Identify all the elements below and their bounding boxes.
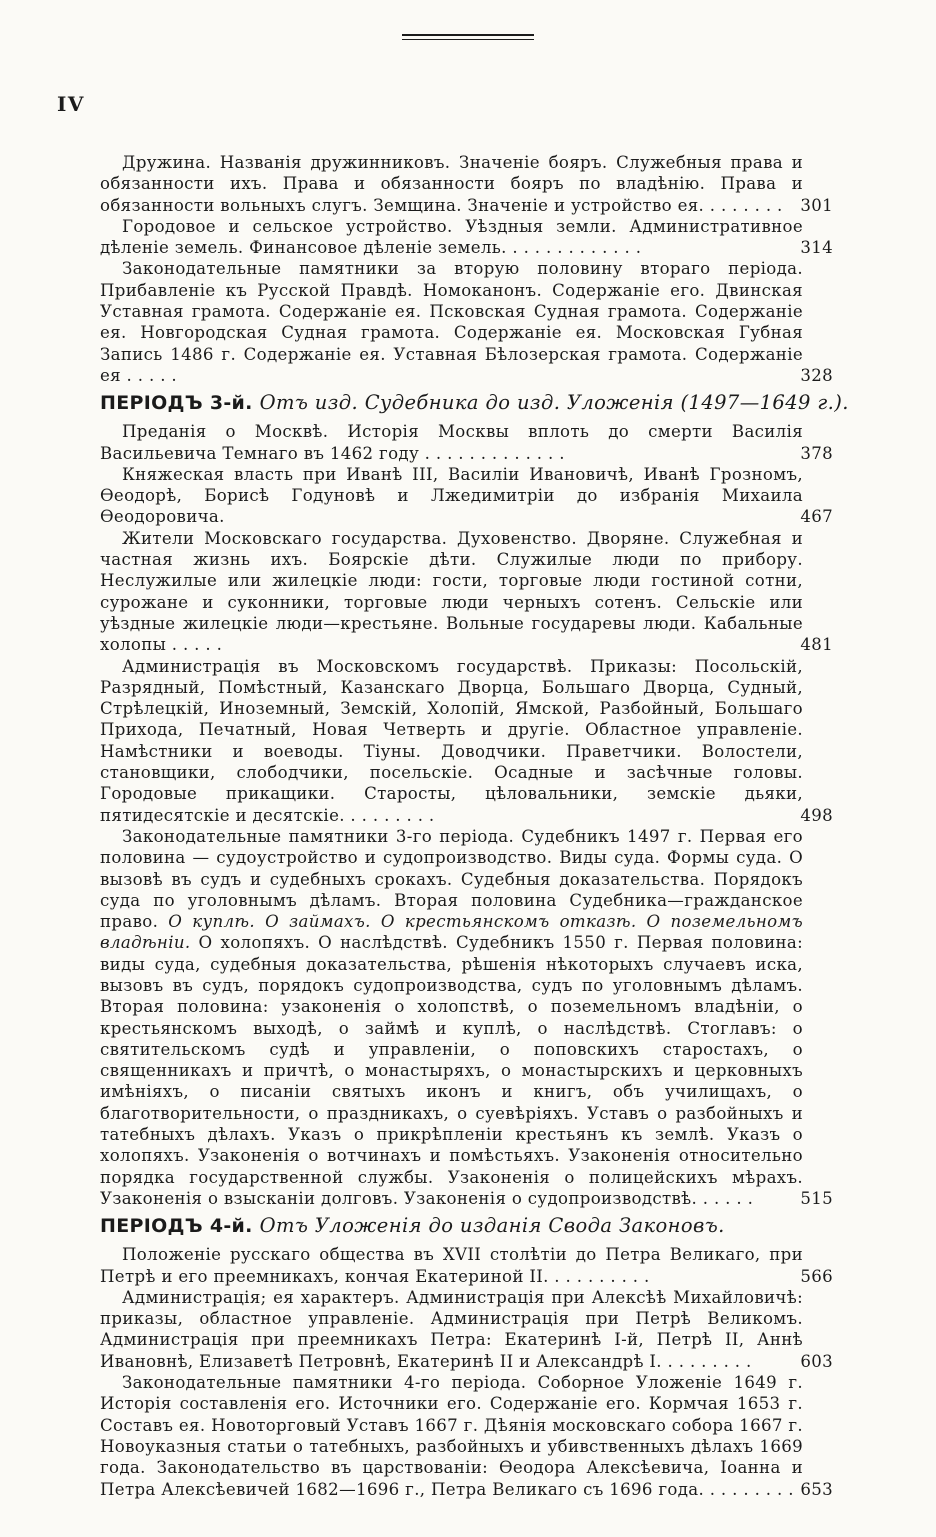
toc-entry-pagenum: 378: [800, 443, 833, 463]
toc-entry-text: Законодательные памятники 4-го періода. Соборное Уложеніе 1649 г. Исторія составленія его. Источники его. Содержаніе его. Кормчая 1653 г. Составъ ея. Новоторговый Уставъ 1667 г. Дѣянія московскаго собора 1667 г. Новоуказныя статьи о татебныхъ, разбойныхъ и убивственныхъ дѣлахъ 1669 года. Законодательство въ царствованіи: Ѳеодора Алексѣевича, Іоанна и Петра Алексѣевичей 1682—1696 г., Петра Великаго съ 1696 года. . . . . . . . .: [100, 1373, 803, 1499]
toc-entry-pagenum: 481: [800, 635, 833, 655]
toc-entry-text: Законодательные памятники за вторую половину втораго періода. Прибавленіе къ Русской Правдѣ. Номоканонъ. Содержаніе его. Двинская Уставная грамота. Содержаніе ея. Псковская Судная грамота. Содержаніе ея. Новгородская Судная грамота. Содержаніе ея. Московская Губная Запись 1486 г. Содержаніе ея. Уставная Бѣлозерская грамота. Содержаніе ея . . . . .: [100, 259, 803, 385]
toc-entry-pagenum: 467: [800, 507, 833, 527]
book-page: [0, 34, 936, 1537]
toc-entry: [57, 152, 833, 216]
toc-entry: [57, 1287, 833, 1372]
toc-entry: [57, 1244, 833, 1287]
period-heading: [57, 1213, 833, 1239]
toc-entry-text: Администрація; ея характеръ. Администрація при Алексѣѣ Михайловичѣ: приказы, областное управленіе. Администрація при Петрѣ Великомъ. Администрація при преемникахъ Петра: Екатеринѣ I-й, Петрѣ II, Аннѣ Ивановнѣ, Елизаветѣ Петровнѣ, Екатеринѣ II и Александрѣ I. . . . . . . . .: [100, 1287, 803, 1371]
toc-entry: [57, 421, 833, 464]
toc-entry-pagenum: 653: [800, 1479, 833, 1499]
period-heading-title: Отъ изд. Судебника до изд. Уложенія (1497—1649 г.).: [259, 391, 849, 415]
toc-entry-text: Городовое и сельское устройство. Уѣздныя земли. Административное дѣленіе земель. Финансовое дѣленіе земель. . . . . . . . . . . . .: [100, 216, 803, 258]
toc-entry-text: Администрація въ Московскомъ государствѣ. Приказы: Посольскій, Разрядный, Помѣстный, Казанскаго Дворца, Большаго Дворца, Судный, Стрѣлецкій, Иноземный, Земскій, Холопій, Ямской, Разбойный, Большаго Прихода, Печатный, Новая Четверть и другіе. Областное управленіе. Намѣстники и воеводы. Тіуны. Доводчики. Праветчики. Волостели, становщики, слободчики, посельскіе. Осадные и засѣчные головы. Городовые прикащики. Старосты, цѣловальники, земскіе дьяки, пятидесятскіе и десятскіе. . . . . . . . .: [100, 656, 803, 825]
toc-entry: [57, 528, 833, 656]
toc-entry-text: Княжеская власть при Иванѣ III, Василіи Ивановичѣ, Иванѣ Грозномъ, Ѳеодорѣ, Борисѣ Годуновѣ и Лжедимитріи до избранія Михаила Ѳеодоровича.: [100, 464, 803, 527]
toc-entry-pagenum: 314: [800, 238, 833, 258]
period-heading-title: Отъ Уложенія до изданія Свода Законовъ.: [259, 1214, 725, 1238]
page-folio-number: IV: [57, 92, 85, 116]
toc-entry-text: Положеніе русскаго общества въ XVII столѣтіи до Петра Великаго, при Петрѣ и его преемникахъ, кончая Екатериной II. . . . . . . . . .: [100, 1245, 803, 1286]
toc-entry-pagenum: 515: [800, 1188, 833, 1208]
toc-entry-text: Законодательные памятники 3-го періода. Судебникъ 1497 г. Первая его половина — судоустройство и судопроизводство. Виды суда. Формы суда. О вызовѣ въ судъ и судебныхъ срокахъ. Судебныя доказательства. Порядокъ суда по уголовнымъ дѣламъ. Вторая половина Судебника—гражданское право. О куплѣ. О займахъ. О крестьянскомъ отказѣ. О поземельномъ владѣніи. О холопяхъ. О наслѣдствѣ. Судебникъ 1550 г. Первая половина: виды суда, судебныя доказательства, рѣшенія нѣкоторыхъ случаевъ иска, вызовъ въ судъ, порядокъ судопроизводства, судъ по уголовнымъ дѣламъ. Вторая половина: узаконенія о холопствѣ, о поземельномъ владѣніи, о крестьянскомъ выходѣ, о займѣ и куплѣ, о наслѣдствѣ. Стоглавъ: о святительскомъ судѣ и управленіи, о поповскихъ старостахъ, о священникахъ и причтѣ, о монастыряхъ, о монастырскихъ и церковныхъ имѣніяхъ, о писаніи святыхъ иконъ и книгъ, объ училищахъ, о благотворительности, о праздникахъ, о суевѣріяхъ. Уставъ о разбойныхъ и татебныхъ дѣлахъ. Указъ о прикрѣпленіи крестьянъ къ землѣ. Указъ о холопяхъ. Узаконенія о вотчинахъ и помѣстьяхъ. Узаконенія относительно порядка государственной службы. Узаконенія о полицейскихъ мѣрахъ. Узаконенія о взысканіи долговъ. Узаконенія о судопроизводствѣ. . . . . .: [100, 826, 803, 1208]
toc-entry-text: Жители Московскаго государства. Духовенство. Дворяне. Служебная и частная жизнь ихъ. Боярскіе дѣти. Служилые люди по прибору. Неслужилые или жилецкіе люди: гости, торговые люди гостиной сотни, сурожане и суконники, торговые люди черныхъ сотенъ. Сельскіе или уѣздные жилецкіе люди—крестьяне. Вольные государевы люди. Кабальные холопы . . . . .: [100, 528, 803, 655]
toc-entry: [57, 656, 833, 826]
period-heading-label: ПЕРІОДЪ 3-й.: [100, 392, 260, 415]
toc-entry: [57, 826, 833, 1209]
toc-entry-text: Дружина. Названія дружинниковъ. Значеніе бояръ. Служебныя права и обязанности ихъ. Права и обязанности бояръ по владѣнію. Права и обязанности вольныхъ слугъ. Земщина. Значеніе и устройство ея. . . . . . . .: [100, 153, 803, 215]
toc-entry: [57, 464, 833, 528]
toc-entry-pagenum: 328: [800, 365, 833, 385]
toc-list: [57, 152, 849, 1500]
section-end-rule: [402, 34, 534, 40]
toc-entry: [57, 258, 833, 386]
toc-entry-pagenum: 301: [800, 195, 833, 215]
toc-entry-text: Преданія о Москвѣ. Исторія Москвы вплоть до смерти Василія Васильевича Темнаго въ 1462 году . . . . . . . . . . . . .: [100, 422, 803, 463]
toc-entry: [57, 216, 833, 259]
period-heading-label: ПЕРІОДЪ 4-й.: [100, 1215, 260, 1238]
period-heading: [57, 390, 849, 416]
toc-entry: [57, 1372, 833, 1500]
toc-entry-pagenum: 566: [800, 1266, 833, 1286]
toc-entry-pagenum: 498: [800, 805, 833, 825]
toc-entry-pagenum: 603: [800, 1351, 833, 1371]
